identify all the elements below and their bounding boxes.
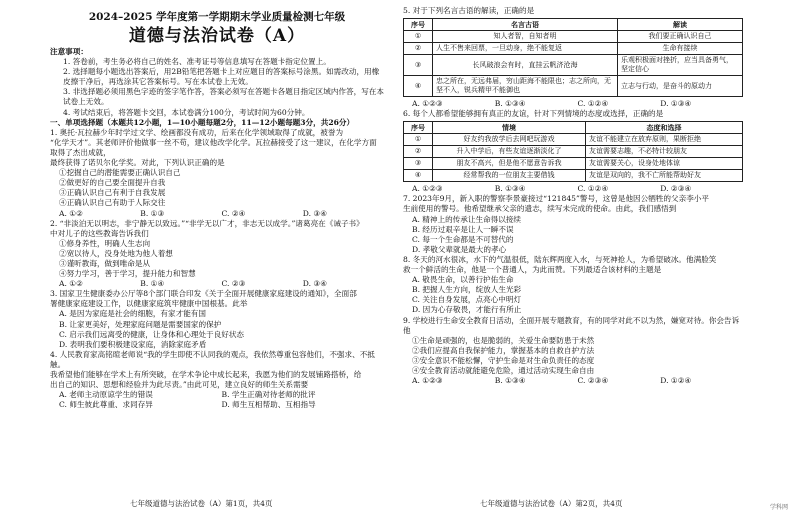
table-cell: 乐观积极面对挫折，应当具备勇气，坚定信心: [618, 55, 743, 76]
table-cell: ③: [404, 158, 433, 170]
right-column: [403, 6, 743, 386]
subject-title: 道德与法治试卷（A）: [128, 26, 306, 46]
option: D. 表明我们要积极建设家庭，消除家庭矛盾: [59, 339, 207, 349]
table-cell: 朋友不高兴，但是他不愿意告诉我: [433, 158, 586, 170]
question-9: [403, 316, 743, 387]
table-cell: 生命有接续: [618, 43, 743, 55]
option: ②宽以待人，没身处地为他人着想: [59, 248, 173, 258]
option: ②我们应提高自我保护能力，掌握基本的自救自护方法: [412, 345, 595, 355]
question-text: 2. “非淡泊无以明志，非宁静无以致远。”“非学无以广才，非志无以成学。”诸葛亮在《诫子书》: [50, 218, 364, 228]
option: A. 敬畏生命，以善行护佑生命: [412, 275, 514, 285]
answer-row: [50, 390, 384, 400]
answer-choice: B. ①③④: [494, 184, 526, 194]
table-cell: 友谊不能建立在放弃原则，果断拒绝: [586, 134, 743, 146]
question-text: 救一个鲜活的生命，他是一个普通人，为此而赞。下列最适合该材料的主题是: [403, 265, 662, 275]
answer-choice: B. ①④: [140, 279, 165, 289]
table-cell: ③: [404, 55, 433, 76]
answer-choice: D. ③④: [302, 208, 328, 218]
notes-heading: 注意事项：: [50, 47, 88, 56]
answer-choice: B. ①③④: [494, 376, 526, 386]
section-heading: 一、单项选择题（本题共12小题，1—10小题每题2分，11—12小题每题3分，共26分）: [50, 117, 355, 127]
question-8: [403, 255, 743, 316]
question-1: [50, 128, 384, 219]
table-cell: 长风破浪会有时，直挂云帆济沧海: [433, 55, 618, 76]
question-text: 生前使用的警号。他希望继承父亲的遗志，续写未完成的使命。由此，我们感悟到: [403, 204, 677, 214]
option: A. 是因为家庭是社会的细胞，有家才能有国: [59, 309, 206, 319]
option: ④正确认识自己有助于人际交往: [59, 198, 166, 208]
answer-choice: C. ②③④: [577, 376, 609, 386]
option: ①修身养性，明确人生志向: [59, 238, 151, 248]
question-2: [50, 219, 384, 290]
table-cell: 忠之所在，无远弗届，穷山距海不能限也；志之所向，无坚不入，锐兵精甲不能御也: [433, 76, 618, 97]
table-header: 名言古语: [433, 19, 618, 31]
table-header: 态度和选择: [586, 122, 743, 134]
answer-choice: A. ①②: [59, 208, 83, 218]
table-cell: ④: [404, 170, 433, 182]
note-item: 4. 考试结束后，将答题卡交回，本试卷满分100分，考试时间为60分钟。: [63, 107, 310, 117]
table-header: 情境: [433, 122, 586, 134]
option: ④努力学习，善于学习，提升能力和智慧: [59, 269, 196, 279]
option: B. 把握人生方向，绽放人生光彩: [412, 285, 522, 295]
answer-choice: A. ①②③: [412, 184, 443, 194]
table-cell: 经常帮我的一位朋友主要借钱: [433, 170, 586, 182]
table-row: [404, 170, 743, 182]
table-cell: ①: [404, 134, 433, 146]
page-footer-right: 七年级道德与法治试卷（A）第2页，共4页: [480, 499, 623, 508]
question-text: 8. 冬天的河水很冰，水下的气温很低，陆东辉两度入水，与死神抢人，为希望破冰。他满脸笑: [403, 254, 717, 264]
answer-row: [50, 400, 384, 410]
answer-choice: C. ①②④: [577, 99, 609, 109]
option: D. 孝敬父辈就是最大的孝心: [412, 244, 507, 254]
question-text: 4. 人民教育家高铭暄老师说“我的学生即使不认同我的观点，我依然尊重包容他们，不强求、不抵触。: [50, 349, 375, 369]
corner-watermark: 学科网: [769, 504, 788, 511]
answer-choice: A. ①②: [59, 279, 83, 289]
answer-choice: C. ①②④: [577, 184, 609, 194]
question-3: [50, 289, 384, 350]
answer-choice: D. ②③④: [660, 184, 692, 194]
question-6: [403, 109, 743, 194]
table-cell: ②: [404, 43, 433, 55]
table-header: 解读: [618, 19, 743, 31]
note-item: 3. 非选择题必须用黑色字迹的签字笔作答，答案必须写在答题卡各题目指定区域内作答，写在本试卷上无效。: [63, 87, 384, 107]
question-text: 1. 奥托·瓦拉赫少年时学过文学、绘画都没有成功，后来在化学领域取得了成就，被誉为: [50, 127, 344, 137]
table-cell: 立志与行动，是奋斗的原动力: [618, 76, 743, 97]
page-footer-left: 七年级道德与法治试卷（A）第1页，共4页: [130, 499, 273, 508]
option: ③正确认识自己有利于自我发展: [59, 188, 166, 198]
table-header: 序号: [404, 122, 433, 134]
answer-choice: B. 学生正确对待老师的批评: [221, 390, 316, 400]
note-item: 2. 选择题每小题选出答案后，用2B铅笔把答题卡上对应题目的答案标号涂黑。如需改动，用橡皮擦干净后，再选涂其它答案标号。写在本试卷上无效。: [63, 67, 380, 87]
answer-choice: C. ②④: [221, 208, 246, 218]
table-cell: 友谊需要志趣，不必特计较朋友: [586, 146, 743, 158]
table-cell: 人生不售来回票，一旦动身，绝不能复返: [433, 43, 618, 55]
situation-table: [403, 121, 743, 182]
option: ③谨听教诲，做到唯命是从: [59, 258, 151, 268]
table-cell: ④: [404, 76, 433, 97]
table-cell: 友谊是双向的，我不亡所能帮助好友: [586, 170, 743, 182]
table-header-row: [404, 122, 743, 134]
question-text: 署健康家庭建设工作，以健康家庭筑牢健康中国根基。此举: [50, 299, 248, 309]
answer-choice: A. 老师主动原谅学生的错误: [59, 390, 153, 400]
question-text: 最终获得了诺贝尔化学奖。对此，下列认识正确的是: [50, 158, 225, 168]
table-header: 序号: [404, 19, 433, 31]
table-cell: 升入中学后，有些友谊逐渐淡化了: [433, 146, 586, 158]
answer-choice: D. ①③④: [660, 99, 692, 109]
question-text: 5. 对于下列名言古语的解读，正确的是: [403, 6, 535, 15]
answer-row: [50, 209, 384, 219]
answer-choice: A. ①②③: [412, 99, 443, 109]
table-row: [404, 43, 743, 55]
option: C. 每一个生命都是不可替代的: [412, 234, 514, 244]
answer-choice: D. ③④: [302, 279, 328, 289]
table-cell: 我们要正确认识自己: [618, 31, 743, 43]
question-7: [403, 194, 743, 255]
table-cell: ①: [404, 31, 433, 43]
answer-choice: B. ①③④: [494, 99, 526, 109]
option: ④安全教育活动就能避免危险，通过活动实现生命自由: [412, 365, 595, 375]
table-row: [404, 158, 743, 170]
answer-row: [50, 279, 384, 289]
left-column: [50, 6, 384, 410]
option: ①生命是顽强的，也是脆弱的，关爱生命要防患于未然: [412, 335, 595, 345]
question-text: 中对儿子的这些教诲告诉我们: [50, 228, 149, 238]
table-cell: 知人者智，自知者明: [433, 31, 618, 43]
answer-choice: C. ②③: [221, 279, 246, 289]
option: D. 因为心存敬畏，才能行有所止: [412, 305, 522, 315]
question-4: [50, 350, 384, 411]
answer-choice: D. 师生互相帮助、互相指导: [221, 400, 316, 410]
question-text: “化学天才”。其老师评价他做事一丝不苟，建议他改学化学。瓦拉赫接受了这一建议，在化学方面取得了杰出成就，: [50, 137, 377, 157]
question-text: 3. 国家卫生健康委办公厅等8个部门联合印发《关于全面开展健康家庭建设的通知》，全面部: [50, 289, 357, 299]
option: A. 精神上的传承让生命得以接续: [412, 214, 522, 224]
table-header-row: [404, 19, 743, 31]
option: C. 关注自身发展，点亮心中明灯: [412, 295, 522, 305]
option: ②做更好的自己要全面提升自我: [59, 178, 166, 188]
note-item: 1. 答卷前，考生务必将自己的姓名、准考证号等信息填写在答题卡指定位置上。: [63, 57, 331, 67]
question-text: 7. 2023年9月，新入职的警察李景豪接过“121845”警号，这曾是他因公牺牲的父亲李小平: [403, 194, 709, 204]
option: ③安全意识不能松懈，守护生命是对生命负责任的态度: [412, 355, 595, 365]
table-row: [404, 55, 743, 76]
answer-row: [403, 376, 743, 386]
table-row: [404, 31, 743, 43]
table-row: [404, 134, 743, 146]
quote-table: [403, 18, 743, 97]
answer-choice: B. ①③: [140, 208, 165, 218]
answer-choice: D. ①②④: [660, 376, 692, 386]
question-text: 6. 每个人都希望能够拥有真正的友谊，针对下列情境的态度或选择，正确的是: [403, 109, 664, 119]
question-5: [403, 6, 743, 109]
page-title: 2024–2025 学年度第一学期期末学业质量检测七年级: [88, 11, 346, 23]
question-text: 9. 学校进行生命安全教育日活动，全面开展专题教育，有的同学对此不以为然，嫌宽对待。你会告诉他: [403, 315, 740, 335]
answer-row: [403, 99, 743, 109]
answer-choice: A. ①②③: [412, 376, 443, 386]
question-text: 出自己的知识、思想和经验并为此尽责。”由此可见，建立良好的师生关系需要: [50, 380, 309, 390]
option: B. 让家更美好，处理家庭问题是需要国家的保护: [59, 319, 222, 329]
answer-row: [403, 184, 743, 194]
table-cell: 好友约我放学后去网吧玩游戏: [433, 134, 586, 146]
table-cell: ②: [404, 146, 433, 158]
table-row: [404, 76, 743, 97]
question-text: 我希望他们能够在学术上有所突破，在学术争论中成长起来，我愿为他们的发展铺路搭桥，给: [50, 370, 362, 379]
option: B. 经历过艰辛是让人一瞬不误: [412, 224, 514, 234]
option: C. 启示我们远离受的健康，让身体和心理处于良好状态: [59, 329, 245, 339]
option: ①挖掘自己的潜能需要正确认识自己: [59, 168, 181, 178]
table-cell: 友谊需要关心，设身处地体谅: [586, 158, 743, 170]
answer-choice: C. 师生彼此尊重、求同存异: [59, 400, 153, 410]
table-row: [404, 146, 743, 158]
